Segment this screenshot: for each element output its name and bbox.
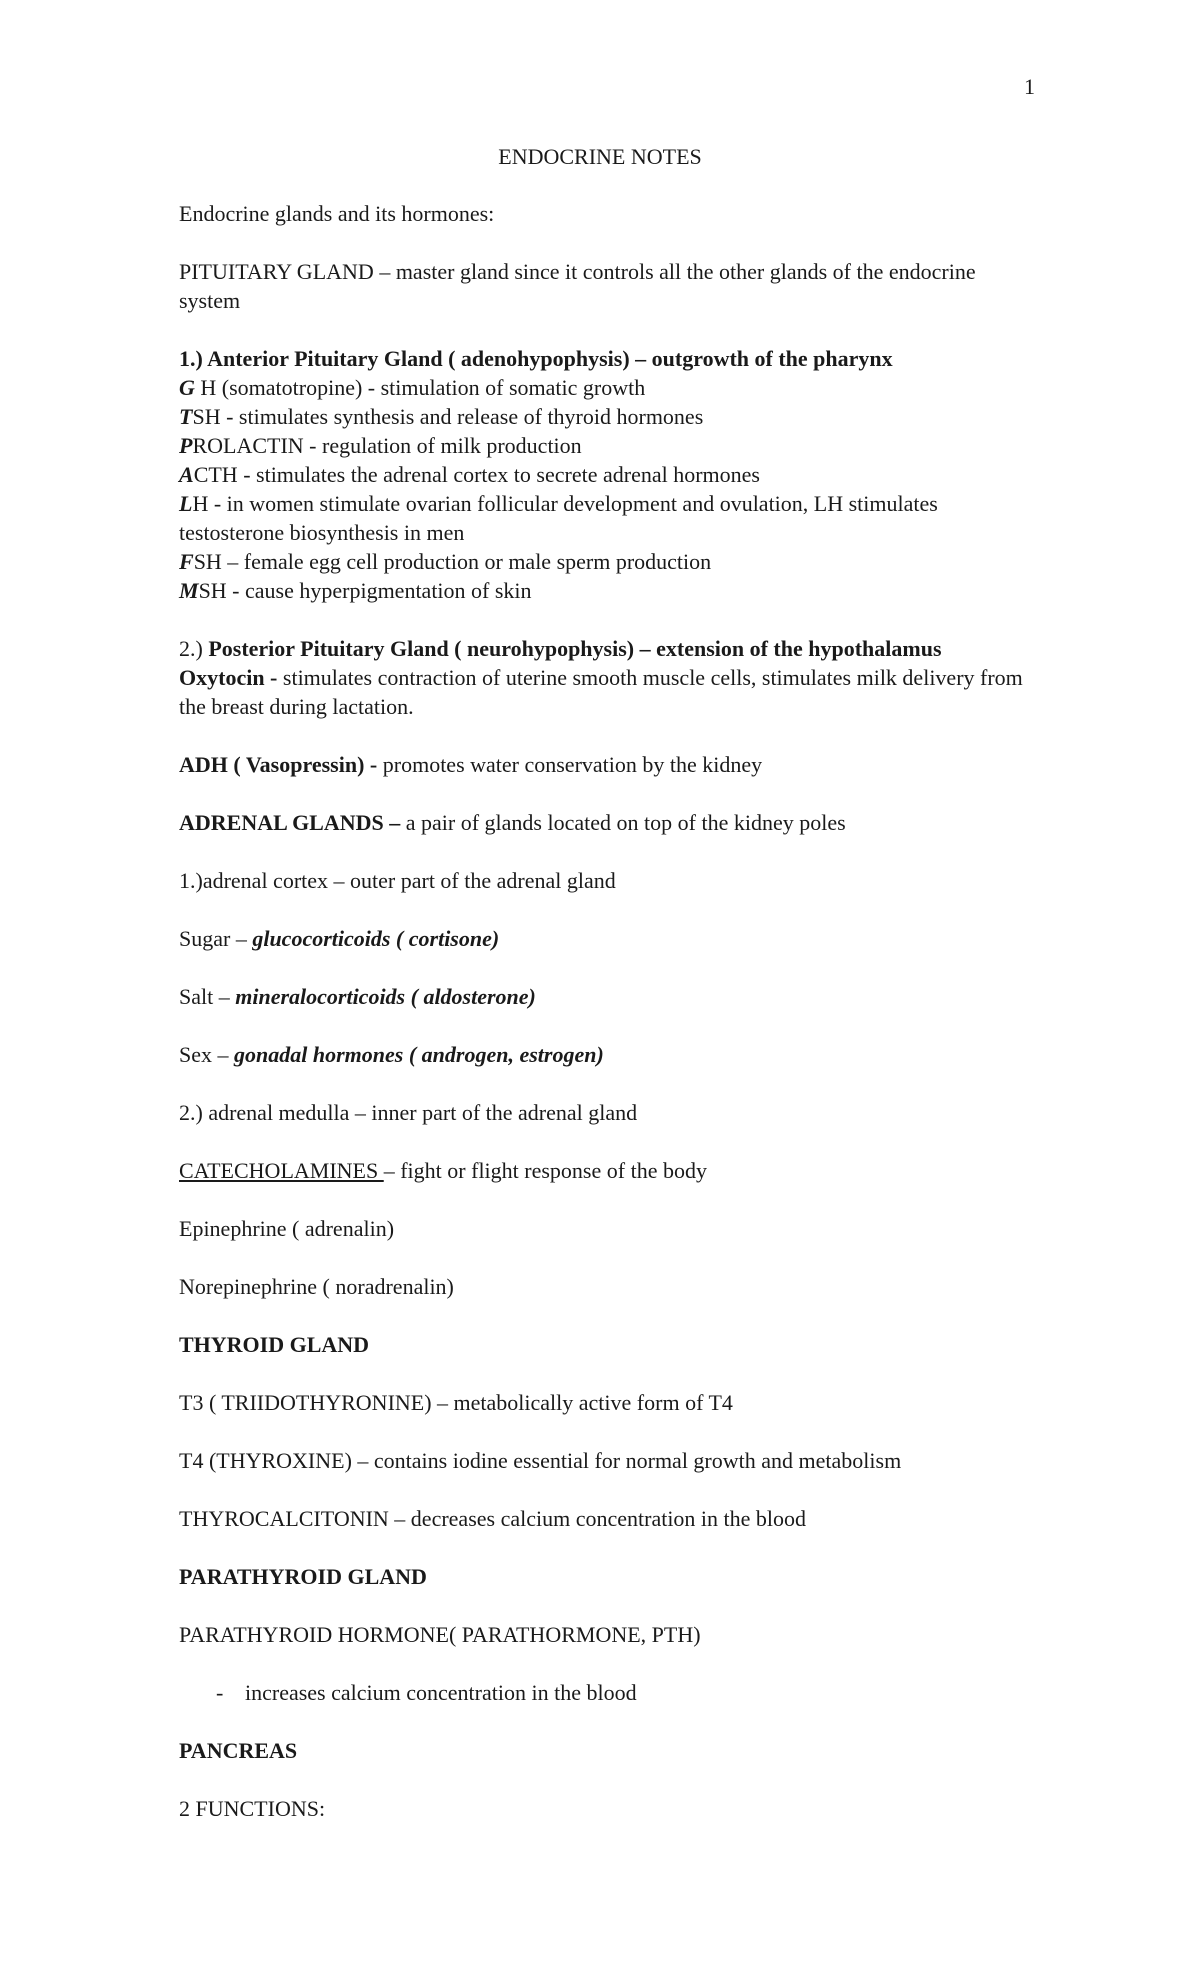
posterior-pituitary-heading: 2.) Posterior Pituitary Gland ( neurohypophysis) – extension of the hypothalamus	[179, 636, 942, 661]
adrenal-cortex: 1.)adrenal cortex – outer part of the adrenal gland	[179, 868, 616, 893]
salt-entry: Salt – mineralocorticoids ( aldosterone)	[179, 984, 536, 1009]
thyroid-heading: THYROID GLAND	[179, 1332, 370, 1357]
t3-entry: T3 ( TRIIDOTHYRONINE) – metabolically active form of T4	[179, 1390, 733, 1415]
adrenal-heading: ADRENAL GLANDS –	[179, 810, 406, 835]
parathyroid-heading: PARATHYROID GLAND	[179, 1564, 427, 1589]
adrenal-medulla: 2.) adrenal medulla – inner part of the adrenal gland	[179, 1100, 638, 1125]
parathyroid-effect-text: increases calcium concentration in the blood	[245, 1680, 637, 1705]
anterior-hormone-item: TSH - stimulates synthesis and release of thyroid hormones	[179, 404, 704, 429]
catecholamines-entry: CATECHOLAMINES – fight or flight response of the body	[179, 1158, 707, 1183]
document-title: ENDOCRINE NOTES	[498, 144, 702, 169]
anterior-hormone-item: FSH – female egg cell production or male sperm production	[179, 549, 712, 574]
epinephrine-entry: Epinephrine ( adrenalin)	[179, 1216, 395, 1241]
pituitary-heading: PITUITARY GLAND	[179, 259, 374, 284]
pituitary-section	[179, 257, 1039, 315]
document-body	[179, 199, 1039, 1852]
norepinephrine-entry: Norepinephrine ( noradrenalin)	[179, 1274, 454, 1299]
oxytocin-entry: Oxytocin - stimulates contraction of uterine smooth muscle cells, stimulates milk delivery from the breast during lactation.	[179, 665, 1023, 719]
adh-entry: ADH ( Vasopressin) - promotes water conservation by the kidney	[179, 752, 763, 777]
sex-entry: Sex – gonadal hormones ( androgen, estrogen)	[179, 1042, 604, 1067]
list-dash: -	[216, 1680, 224, 1705]
sugar-entry: Sugar – glucocorticoids ( cortisone)	[179, 926, 500, 951]
anterior-hormone-item: PROLACTIN - regulation of milk production	[179, 433, 582, 458]
anterior-hormone-list	[179, 373, 1039, 605]
anterior-pituitary-heading: 1.) Anterior Pituitary Gland ( adenohypophysis) – outgrowth of the pharynx	[179, 346, 893, 371]
pancreas-functions: 2 FUNCTIONS:	[179, 1796, 326, 1821]
t4-entry: T4 (THYROXINE) – contains iodine essential for normal growth and metabolism	[179, 1448, 902, 1473]
page-number: 1	[1024, 74, 1035, 99]
anterior-hormone-item: ACTH - stimulates the adrenal cortex to secrete adrenal hormones	[179, 462, 760, 487]
parathyroid-hormone: PARATHYROID HORMONE( PARATHORMONE, PTH)	[179, 1622, 701, 1647]
thyrocalcitonin-entry: THYROCALCITONIN – decreases calcium concentration in the blood	[179, 1506, 807, 1531]
pituitary-desc: – master gland since it controls all the other glands of the endocrine system	[179, 259, 976, 313]
pancreas-heading: PANCREAS	[179, 1738, 298, 1763]
intro-text: Endocrine glands and its hormones:	[179, 201, 495, 226]
anterior-hormone-item: G H (somatotropine) - stimulation of somatic growth	[179, 375, 646, 400]
adrenal-section: ADRENAL GLANDS – a pair of glands located on top of the kidney poles	[179, 810, 846, 835]
parathyroid-effect	[179, 1678, 1039, 1707]
anterior-hormone-item: MSH - cause hyperpigmentation of skin	[179, 578, 532, 603]
anterior-hormone-item: LH - in women stimulate ovarian follicular development and ovulation, LH stimulates testosterone biosynthesis in men	[179, 491, 938, 545]
